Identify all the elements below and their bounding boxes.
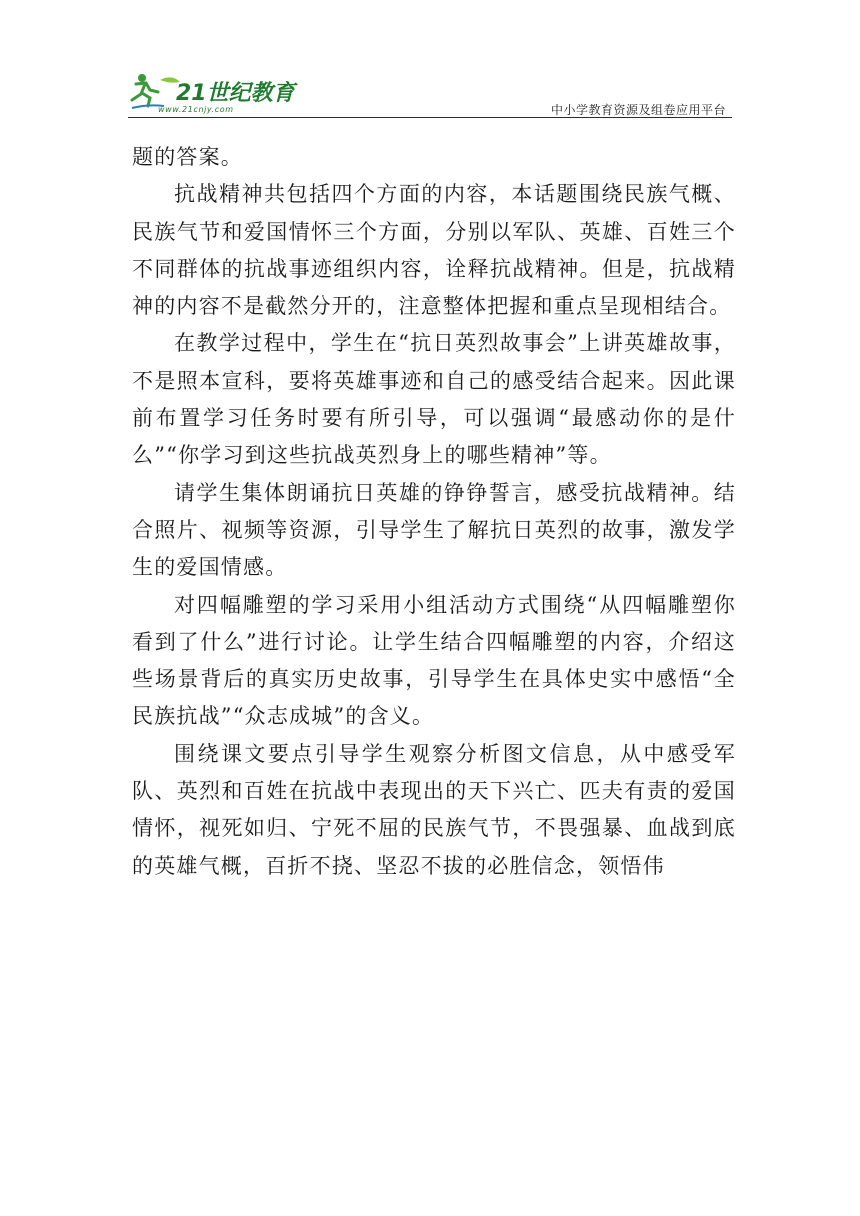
- paragraph-recitation: 请学生集体朗诵抗日英雄的铮铮誓言，感受抗战精神。结合照片、视频等资源，引导学生了解抗日英烈的故事，激发学生的爱国情感。: [132, 480, 736, 580]
- header-divider: [128, 117, 732, 118]
- paragraph-sculptures: 对四幅雕塑的学习采用小组活动方式围绕“从四幅雕塑你看到了什么”进行讨论。让学生结合四幅雕塑的内容，介绍这些场景背后的真实历史故事，引导学生在具体史实中感悟“全民族抗战”“众志成城”的含义。: [132, 592, 736, 729]
- platform-text: 中小学教育资源及组卷应用平台: [550, 103, 726, 117]
- logo-url-text: www.21cnjy.com: [158, 105, 234, 114]
- document-body: [132, 139, 736, 885]
- paragraph-spirit-overview: 抗战精神共包括四个方面的内容，本话题围绕民族气概、民族气节和爱国情怀三个方面，分别以军队、英雄、百姓三个不同群体的抗战事迹组织内容，诠释抗战精神。但是，抗战精神的内容不是截然分开的，注意整体把握和重点呈现相结合。: [132, 182, 736, 319]
- paragraph-story-meeting: 在教学过程中，学生在“抗日英烈故事会”上讲英雄故事，不是照本宣科，要将英雄事迹和自己的感受结合起来。因此课前布置学习任务时要有所引导，可以强调“最感动你的是什么”“你学习到这些抗战英烈身上的哪些精神”等。: [132, 331, 736, 468]
- paragraph-key-points: 围绕课文要点引导学生观察分析图文信息，从中感受军队、英烈和百姓在抗战中表现出的天下兴亡、匹夫有责的爱国情怀，视死如归、宁死不屈的民族气节，不畏强暴、血战到底的英雄气概，百折不挠、坚忍不拔的必胜信念，领悟伟: [132, 741, 736, 878]
- page-header: [128, 64, 732, 120]
- logo-text: 21世纪教育: [176, 81, 295, 106]
- site-logo[interactable]: [128, 70, 298, 114]
- paragraph-continuation: 题的答案。: [132, 145, 243, 169]
- logo-graphic: [128, 70, 298, 114]
